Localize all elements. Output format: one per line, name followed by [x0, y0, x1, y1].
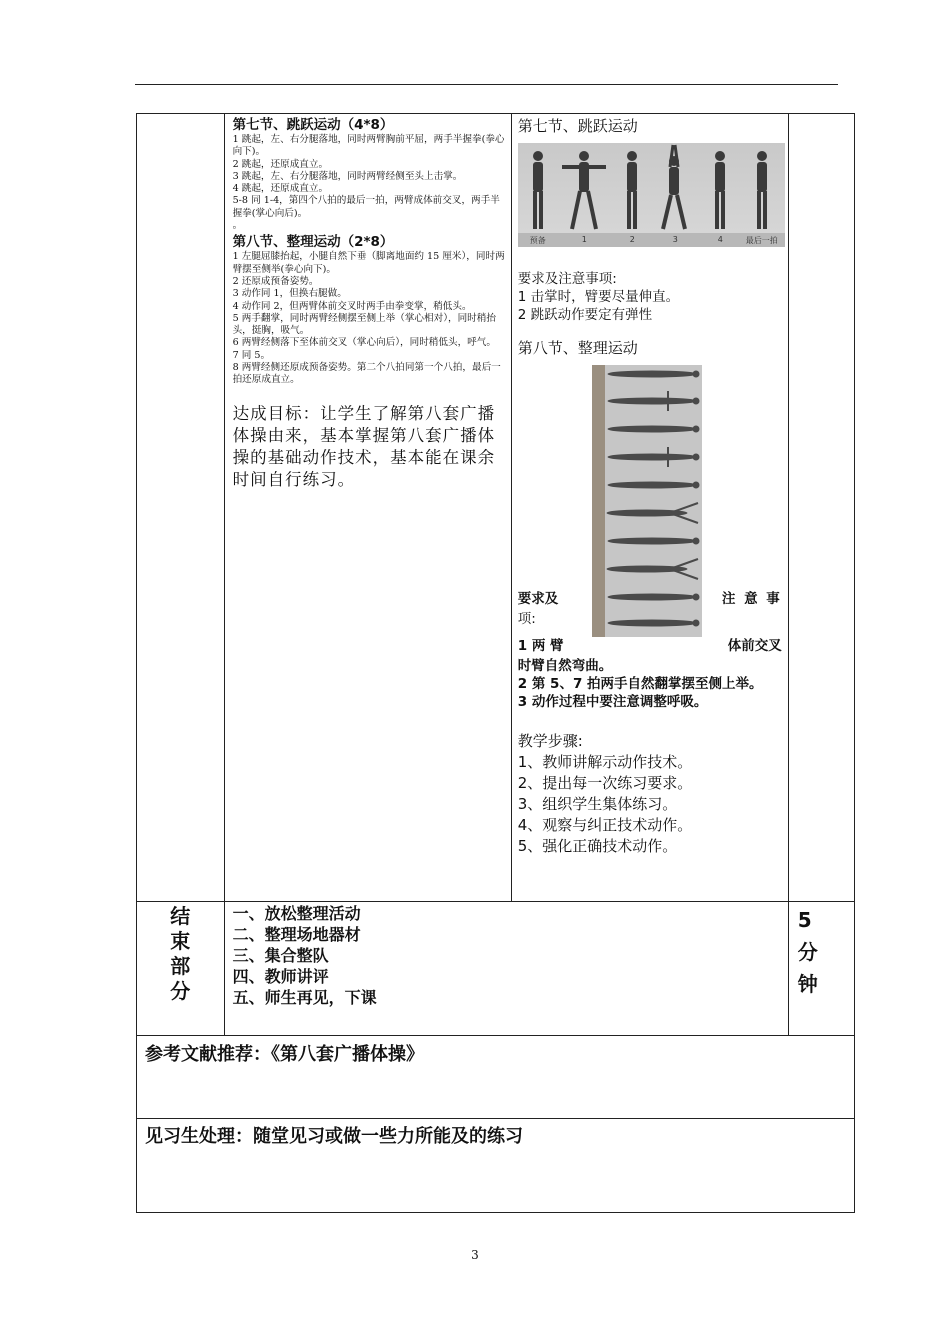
photo-caption: 最后一拍 [745, 236, 778, 245]
photo-caption: 1 [581, 235, 587, 244]
jumping-figures-illustration [518, 143, 785, 247]
req2-title-end: 项: [517, 611, 536, 627]
requirement-item: 2 跳跃动作要定有弹性 [517, 307, 653, 323]
section7-step: 。 [232, 220, 243, 232]
section8-step: 5 两手翻掌，同时两臂经侧摆至侧上举（掌心相对），同时稍抬头，挺胸，吸气。 [232, 312, 496, 337]
teaching-step: 5、强化正确技术动作。 [517, 837, 678, 855]
section8-title: 第八节、整理运动（2*8） [232, 234, 394, 251]
section7-photo-title: 第七节、跳跃运动 [517, 117, 638, 135]
main-content-row [137, 114, 855, 902]
teaching-step: 3、组织学生集体练习。 [517, 795, 678, 813]
cooldown-area [518, 365, 782, 637]
req2-item3: 3 动作过程中要注意调整呼吸。 [517, 694, 708, 710]
section7-title: 第七节、跳跃运动（4*8） [232, 117, 394, 133]
req2-item1-line [518, 637, 782, 657]
teaching-step: 4、观察与纠正技术动作。 [517, 816, 693, 834]
req2-item1-left: 1 两 臂 [517, 638, 564, 654]
end-part-label-char: 结 [170, 904, 191, 928]
photo-caption: 3 [672, 235, 678, 244]
references-row [137, 1036, 855, 1119]
references-cell [137, 1036, 855, 1119]
page-number: 3 [471, 1248, 479, 1262]
jumping-exercise-photo [518, 143, 785, 247]
left-content-cell [224, 114, 511, 902]
photo-caption: 4 [717, 235, 723, 244]
end-part-label-cell [137, 902, 225, 1036]
section8-step: 1 左腿屈膝抬起，小腿自然下垂（脚离地面约 15 厘米），同时两臂摆至侧举(拳心向下)。 [232, 251, 505, 275]
end-part-item: 三、集合整队 [232, 946, 329, 965]
time-unit-char: 分 [797, 940, 818, 964]
section7-step: 4 跳起，还原成直立。 [232, 183, 329, 195]
section8-step: 7 同 5。 [232, 349, 271, 361]
right-content-cell [511, 114, 788, 902]
teaching-steps-title: 教学步骤: [517, 732, 583, 750]
req2-item1-end: 时臂自然弯曲。 [517, 658, 613, 674]
section7-step: 3 跳起，左、右分腿落地，同时两臂经侧至头上击掌。 [232, 170, 463, 182]
goal-text: 达成目标：让学生了解第八套广播体操由来，基本掌握第八套广播体操的基础动作技术，基本能在课余时间自行练习。 [232, 403, 496, 489]
references-text: 参考文献推荐：《第八套广播体操》 [145, 1044, 424, 1065]
section7-step: 2 跳起，还原成直立。 [232, 158, 329, 170]
blank-section-cell [137, 114, 225, 902]
photo-caption: 预备 [529, 236, 546, 245]
req2-title-left: 要求及 [517, 591, 559, 607]
section7-step: 5-8 同 1-4，第四个八拍的最后一拍，两臂成体前交叉，两手半握拳(掌心向后)。 [232, 195, 500, 219]
requirements-title: 要求及注意事项: [517, 271, 617, 287]
observers-row [137, 1119, 855, 1213]
end-part-item: 四、教师讲评 [232, 967, 329, 986]
section8-photo-title: 第八节、整理运动 [517, 339, 638, 357]
section7-step: 1 跳起，左、右分腿落地，同时两臂胸前平屈，两手半握拳(拳心向下)。 [232, 134, 505, 158]
end-part-item: 一、放松整理活动 [232, 904, 361, 923]
section8-step: 6 两臂经侧落下至体前交叉（掌心向后），同时稍低头，呼气。 [232, 337, 496, 349]
req2-item1-right: 体前交叉 [727, 638, 782, 654]
photo-captions [518, 233, 785, 247]
req2-item2: 2 第 5、7 拍两手自然翻掌摆至侧上举。 [517, 676, 763, 692]
section8-step: 3 动作同 1，但换右腿做。 [232, 288, 347, 300]
teaching-step: 2、提出每一次练习要求。 [517, 774, 693, 792]
lying-figures-illustration [592, 365, 702, 637]
end-part-items-cell [224, 902, 788, 1036]
observers-text: 见习生处理：随堂见习或做一些力所能及的练习 [145, 1126, 523, 1147]
time-value: 5 [797, 908, 812, 932]
observers-cell [137, 1119, 855, 1213]
end-part-label-char: 分 [170, 979, 191, 1003]
end-part-label-char: 部 [170, 954, 191, 978]
cooldown-exercise-photo [592, 365, 702, 637]
section8-step: 2 还原成预备姿势。 [232, 275, 319, 287]
req2-title-right: 注 意 事 [721, 591, 782, 607]
section8-step: 4 动作同 2，但两臂体前交叉时两手由拳变掌，稍低头。 [232, 300, 472, 312]
teaching-step: 1、教师讲解示动作技术。 [517, 753, 693, 771]
requirement-item: 1 击掌时，臂要尽量伸直。 [517, 289, 680, 305]
end-part-row [137, 902, 855, 1036]
section8-step: 8 两臂经侧还原成预备姿势。第二个八拍同第一个八拍，最后一拍还原成直立。 [232, 362, 501, 386]
blank-time-cell [788, 114, 854, 902]
end-part-time-cell [788, 902, 854, 1036]
photo-caption: 2 [629, 235, 635, 244]
end-part-item: 二、整理场地器材 [232, 925, 361, 944]
end-part-label-char: 束 [170, 929, 191, 953]
lesson-table [136, 113, 855, 1213]
header-rule [135, 84, 838, 85]
end-part-item: 五、师生再见，下课 [232, 988, 377, 1007]
time-unit-char: 钟 [797, 972, 818, 996]
